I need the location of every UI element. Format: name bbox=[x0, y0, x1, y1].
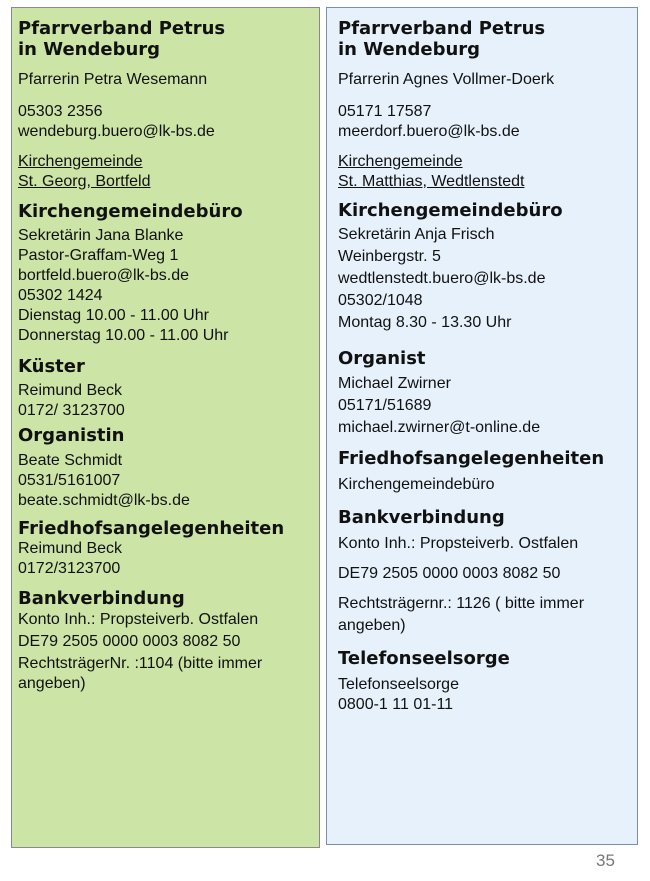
office-line: Sekretärin Jana Blanke bbox=[18, 227, 184, 244]
office-heading: Kirchengemeindebüro bbox=[338, 200, 563, 221]
phone-number: 05303 2356 bbox=[18, 103, 103, 120]
bank-line: Konto Inh.: Propsteiverb. Ostfalen bbox=[18, 611, 259, 628]
parish-title: in Wendeburg bbox=[18, 39, 161, 60]
office-line: Pastor-Graffam-Weg 1 bbox=[18, 247, 179, 264]
left-contact-panel bbox=[11, 7, 320, 848]
telefonseelsorge-line: Telefonseelsorge bbox=[338, 676, 459, 693]
organist-heading: Organistin bbox=[18, 425, 125, 446]
bank-line: Rechtsträgernr.: 1126 ( bitte immer bbox=[338, 595, 585, 612]
page-number: 35 bbox=[596, 851, 615, 870]
organist-line: 05171/51689 bbox=[338, 397, 432, 414]
bank-line: angeben) bbox=[18, 675, 86, 692]
bank-line: angeben) bbox=[338, 617, 406, 634]
office-line: wedtlenstedt.buero@lk-bs.de bbox=[338, 270, 546, 287]
bank-line: Konto Inh.: Propsteiverb. Ostfalen bbox=[338, 535, 579, 552]
office-line: Dienstag 10.00 - 11.00 Uhr bbox=[18, 307, 209, 324]
office-line: Donnerstag 10.00 - 11.00 Uhr bbox=[18, 327, 229, 344]
office-line: 05302 1424 bbox=[18, 287, 103, 304]
bank-heading: Bankverbindung bbox=[338, 507, 505, 528]
organist-line: michael.zwirner@t-online.de bbox=[338, 419, 541, 436]
right-contact-panel bbox=[326, 7, 638, 845]
pastor-name: Pfarrerin Agnes Vollmer-Doerk bbox=[338, 71, 555, 88]
kuester-line: 0172/ 3123700 bbox=[18, 402, 125, 419]
parish-title: Pfarrverband Petrus bbox=[338, 18, 546, 39]
office-line: bortfeld.buero@lk-bs.de bbox=[18, 267, 189, 284]
friedhof-heading: Friedhofsangelegenheiten bbox=[18, 518, 285, 539]
church-name: St. Matthias, Wedtlenstedt bbox=[338, 173, 525, 190]
friedhof-line: Kirchengemeindebüro bbox=[338, 476, 495, 493]
church-name: Kirchengemeinde bbox=[338, 153, 463, 170]
email-address: wendeburg.buero@lk-bs.de bbox=[18, 123, 215, 140]
friedhof-heading: Friedhofsangelegenheiten bbox=[338, 448, 605, 469]
email-address: meerdorf.buero@lk-bs.de bbox=[338, 123, 520, 140]
telefonseelsorge-heading: Telefonseelsorge bbox=[338, 648, 510, 669]
organist-line: Michael Zwirner bbox=[338, 375, 451, 392]
kuester-heading: Küster bbox=[18, 356, 85, 377]
church-name: Kirchengemeinde bbox=[18, 153, 143, 170]
office-line: 05302/1048 bbox=[338, 292, 423, 309]
organist-line: beate.schmidt@lk-bs.de bbox=[18, 492, 190, 509]
bank-line: DE79 2505 0000 0003 8082 50 bbox=[18, 633, 241, 650]
pastor-name: Pfarrerin Petra Wesemann bbox=[18, 71, 208, 88]
church-name: St. Georg, Bortfeld bbox=[18, 173, 151, 190]
office-heading: Kirchengemeindebüro bbox=[18, 201, 243, 222]
bank-line: RechtsträgerNr. :1104 (bitte immer bbox=[18, 655, 263, 672]
office-line: Sekretärin Anja Frisch bbox=[338, 226, 495, 243]
bank-line: DE79 2505 0000 0003 8082 50 bbox=[338, 565, 561, 582]
telefonseelsorge-line: 0800-1 11 01-11 bbox=[338, 696, 454, 713]
organist-line: Beate Schmidt bbox=[18, 452, 123, 469]
office-line: Weinbergstr. 5 bbox=[338, 248, 441, 265]
bank-heading: Bankverbindung bbox=[18, 588, 185, 609]
friedhof-line: Reimund Beck bbox=[18, 540, 123, 557]
organist-line: 0531/5161007 bbox=[18, 472, 121, 489]
organist-heading: Organist bbox=[338, 348, 426, 369]
kuester-line: Reimund Beck bbox=[18, 382, 123, 399]
phone-number: 05171 17587 bbox=[338, 103, 432, 120]
friedhof-line: 0172/3123700 bbox=[18, 560, 121, 577]
parish-title: in Wendeburg bbox=[338, 39, 481, 60]
parish-title: Pfarrverband Petrus bbox=[18, 18, 226, 39]
office-line: Montag 8.30 - 13.30 Uhr bbox=[338, 314, 512, 331]
